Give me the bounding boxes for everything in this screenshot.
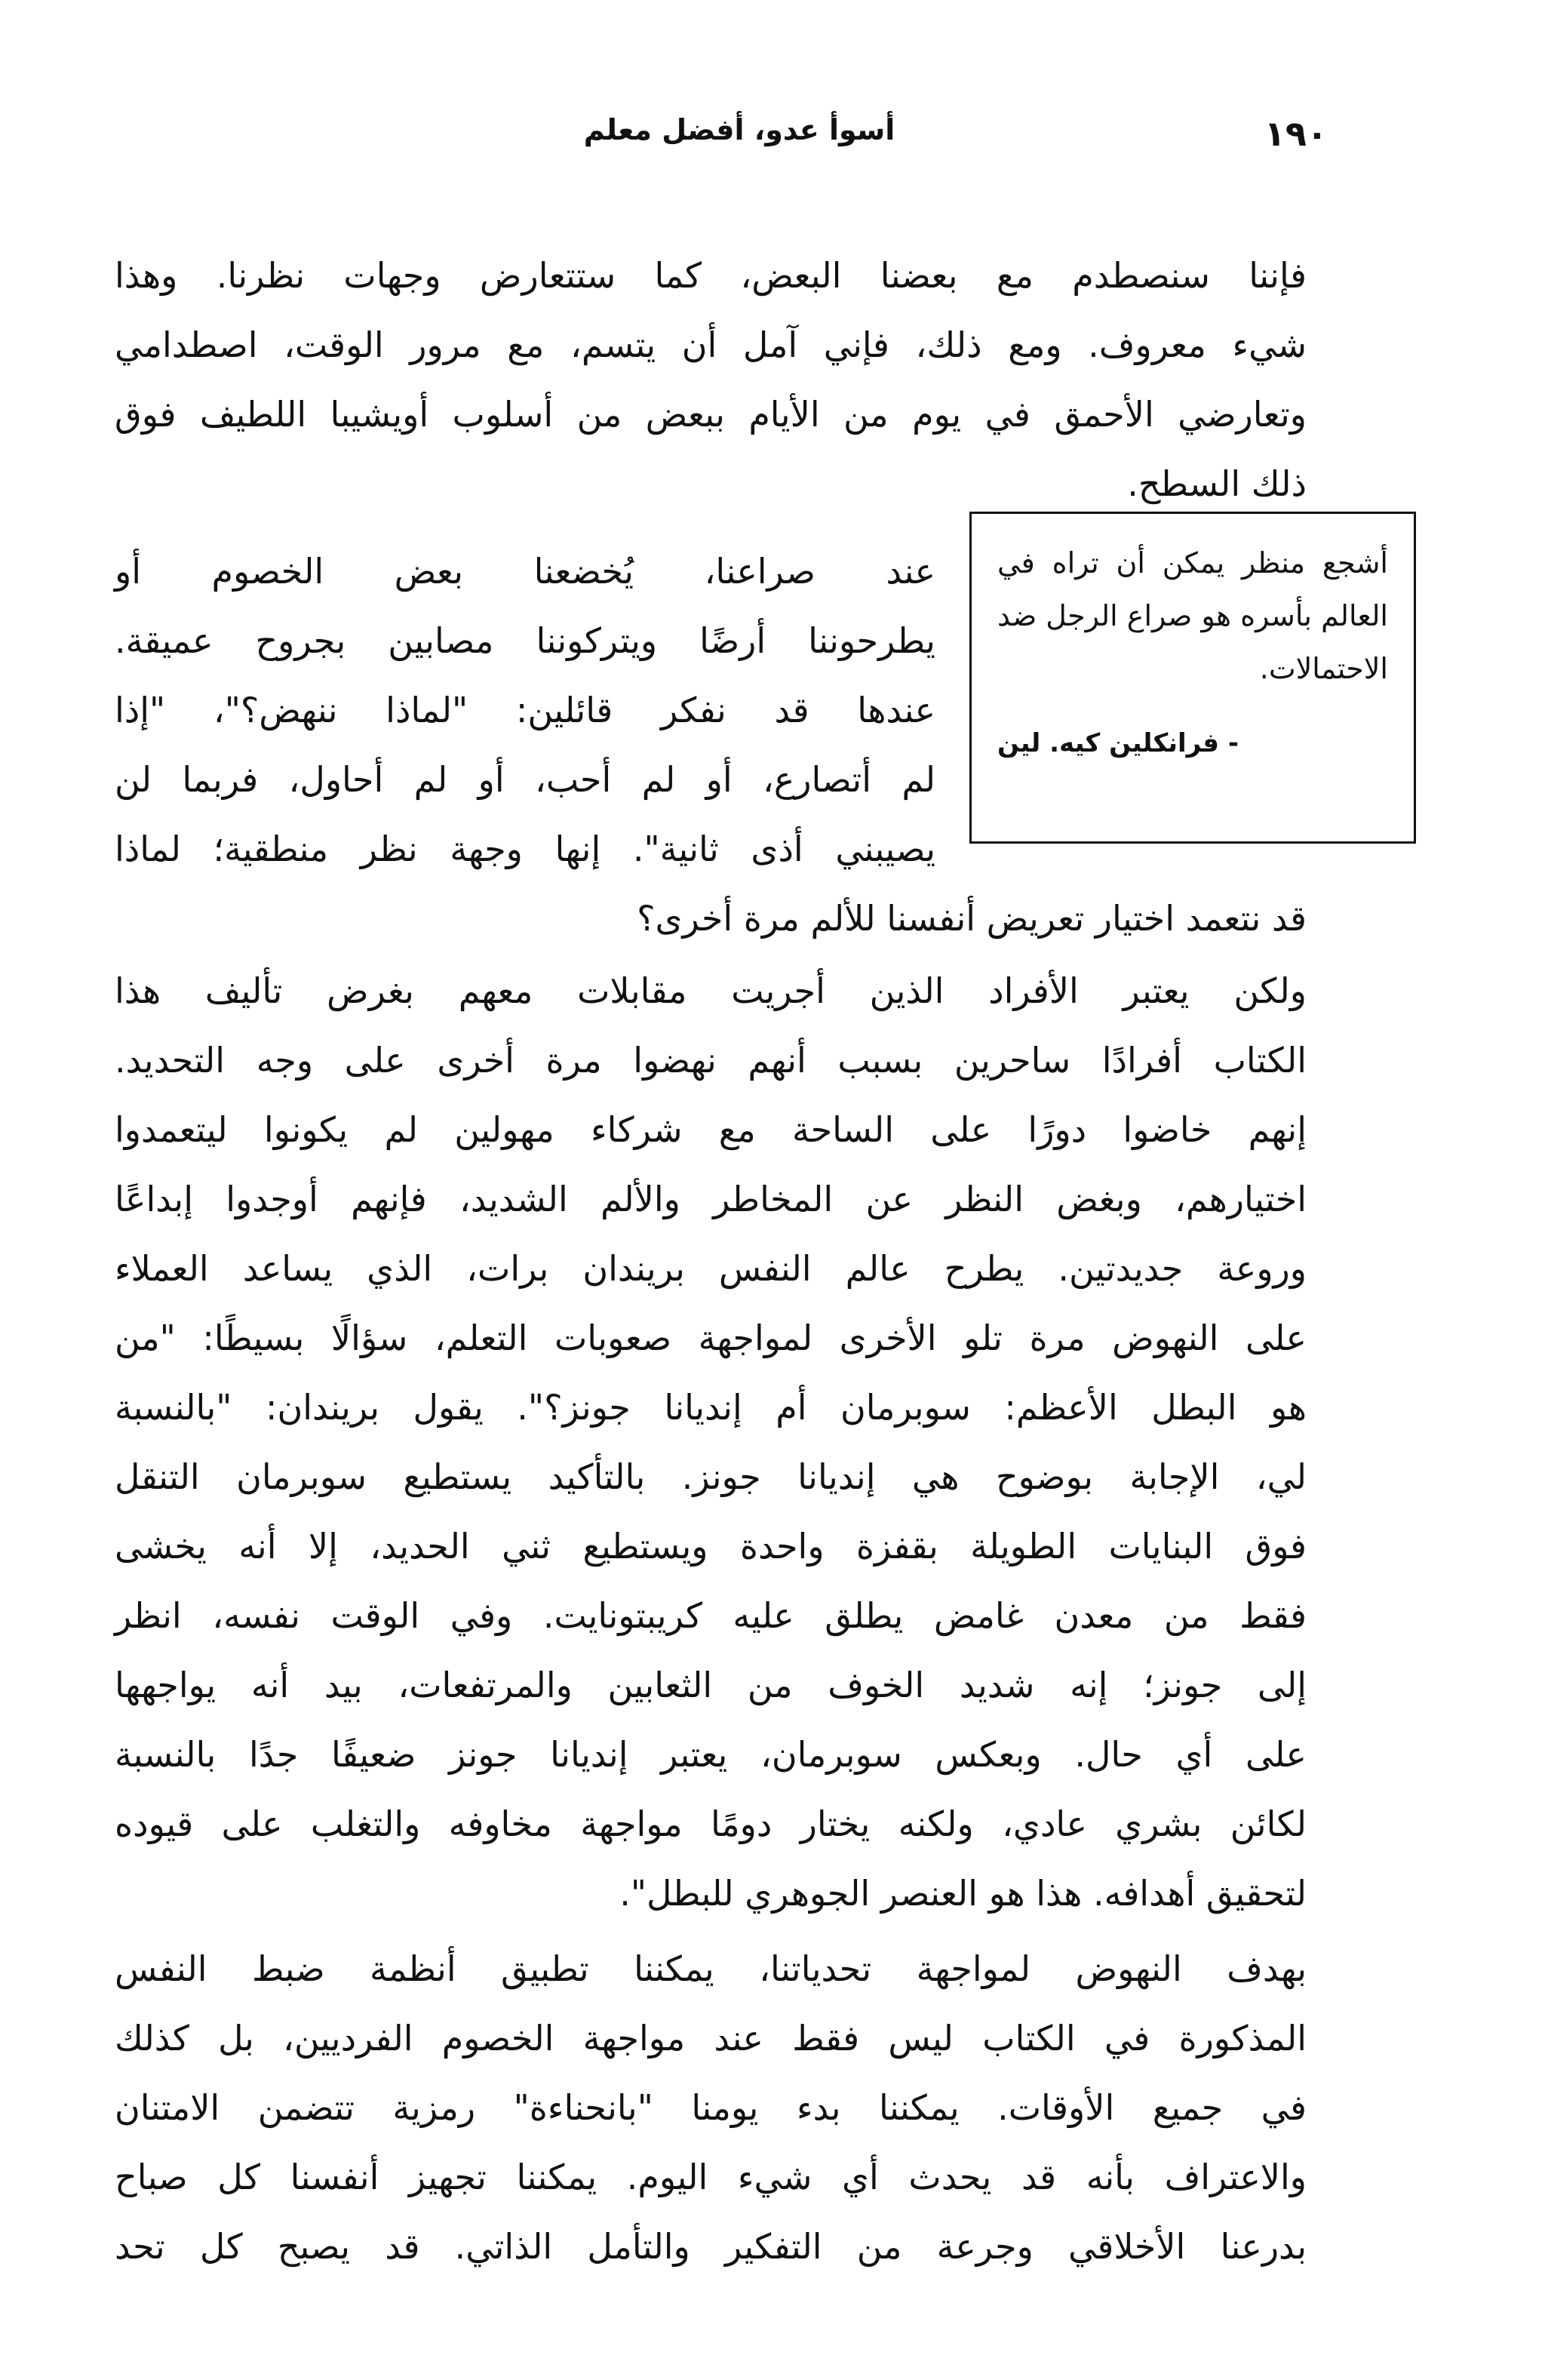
text-line: في جميع الأوقات. يمكننا بدء يومنا "بانحناءة" رمزية تتضمن الامتنان [115,2087,1307,2128]
text-line: لتحقيق أهدافه. هذا هو العنصر الجوهري للبطل". [619,1873,1307,1914]
text-line: عندها قد نفكر قائلين: "لماذا ننهض؟"، "إذا [115,690,935,730]
text-line: ذلك السطح. [1127,463,1307,504]
text-line: والاعتراف بأنه قد يحدث أي شيء اليوم. يمكننا تجهيز أنفسنا كل صباح [115,2157,1307,2197]
text-line: عند صراعنا، يُخضعنا بعض الخصوم أو [115,551,935,592]
text-line: هو البطل الأعظم: سوبرمان أم إنديانا جونز؟". يقول بريندان: "بالنسبة [115,1387,1307,1428]
page-header [151,113,1328,166]
text-line: بدرعنا الأخلاقي وجرعة من التفكير والتأمل الذاتي. قد يصبح كل تحد [115,2226,1307,2267]
pull-quote-box [969,512,1416,844]
text-line: إلى جونز؛ إنه شديد الخوف من الثعابين والمرتفعات، بيد أنه يواجهها [115,1665,1307,1705]
text-line: اختيارهم، وبغض النظر عن المخاطر والألم الشديد، فإنهم أوجدوا إبداعًا [115,1179,1307,1219]
text-line: فقط من معدن غامض يطلق عليه كريبتونايت. وفي الوقت نفسه، انظر [115,1595,1307,1636]
pull-quote-text: أشجع منظر يمكن أن تراه في العالم بأسره هو صراع الرجل ضد الاحتمالات. [997,546,1388,685]
text-line: لي، الإجابة بوضوح هي إنديانا جونز. بالتأكيد يستطيع سوبرمان التنقل [115,1456,1307,1497]
page-number: ١٩٠ [1264,113,1328,154]
text-line: يطرحوننا أرضًا ويتركوننا مصابين بجروح عميقة. [115,620,935,661]
text-line: شيء معروف. ومع ذلك، فإني آمل أن يتسم، مع مرور الوقت، اصطدامي [115,324,1307,365]
text-line: على النهوض مرة تلو الأخرى لمواجهة صعوبات التعلم، سؤالًا بسيطًا: "من [115,1318,1307,1358]
text-line: لكائن بشري عادي، ولكنه يختار دومًا مواجهة مخاوفه والتغلب على قيوده [115,1803,1307,1844]
text-line: لم أتصارع، أو لم أحب، أو لم أحاول، فربما لن [115,759,935,800]
text-line: وتعارضي الأحمق في يوم من الأيام ببعض من أسلوب أويشيبا اللطيف فوق [115,394,1307,435]
text-line: قد نتعمد اختيار تعريض أنفسنا للألم مرة أخرى؟ [637,898,1307,939]
text-line: المذكورة في الكتاب ليس فقط عند مواجهة الخصوم الفرديين، بل كذلك [115,2018,1307,2059]
text-line: وروعة جديدتين. يطرح عالم النفس بريندان برات، الذي يساعد العملاء [115,1248,1307,1289]
pull-quote-author: - فرانكلين كيه. لين [997,728,1239,758]
text-line: فوق البنايات الطويلة بقفزة واحدة ويستطيع ثني الحديد، إلا أنه يخشى [115,1526,1307,1567]
text-line: إنهم خاضوا دورًا على الساحة مع شركاء مهولين لم يكونوا ليتعمدوا [115,1109,1307,1150]
text-line: بهدف النهوض لمواجهة تحدياتنا، يمكننا تطبيق أنظمة ضبط النفس [115,1948,1307,1989]
text-line: على أي حال. وبعكس سوبرمان، يعتبر إنديانا جونز ضعيفًا جدًا بالنسبة [115,1734,1307,1775]
text-line: الكتاب أفرادًا ساحرين بسبب أنهم نهضوا مرة أخرى على وجه التحديد. [115,1040,1307,1081]
text-line: يصيبني أذى ثانية". إنها وجهة نظر منطقية؛ لماذا [115,829,935,869]
text-line: ولكن يعتبر الأفراد الذين أجريت مقابلات معهم بغرض تأليف هذا [115,970,1307,1011]
text-line: فإننا سنصطدم مع بعضنا البعض، كما ستتعارض وجهات نظرنا. وهذا [115,255,1307,296]
running-title: أسوأ عدو، أفضل معلم [583,113,895,146]
